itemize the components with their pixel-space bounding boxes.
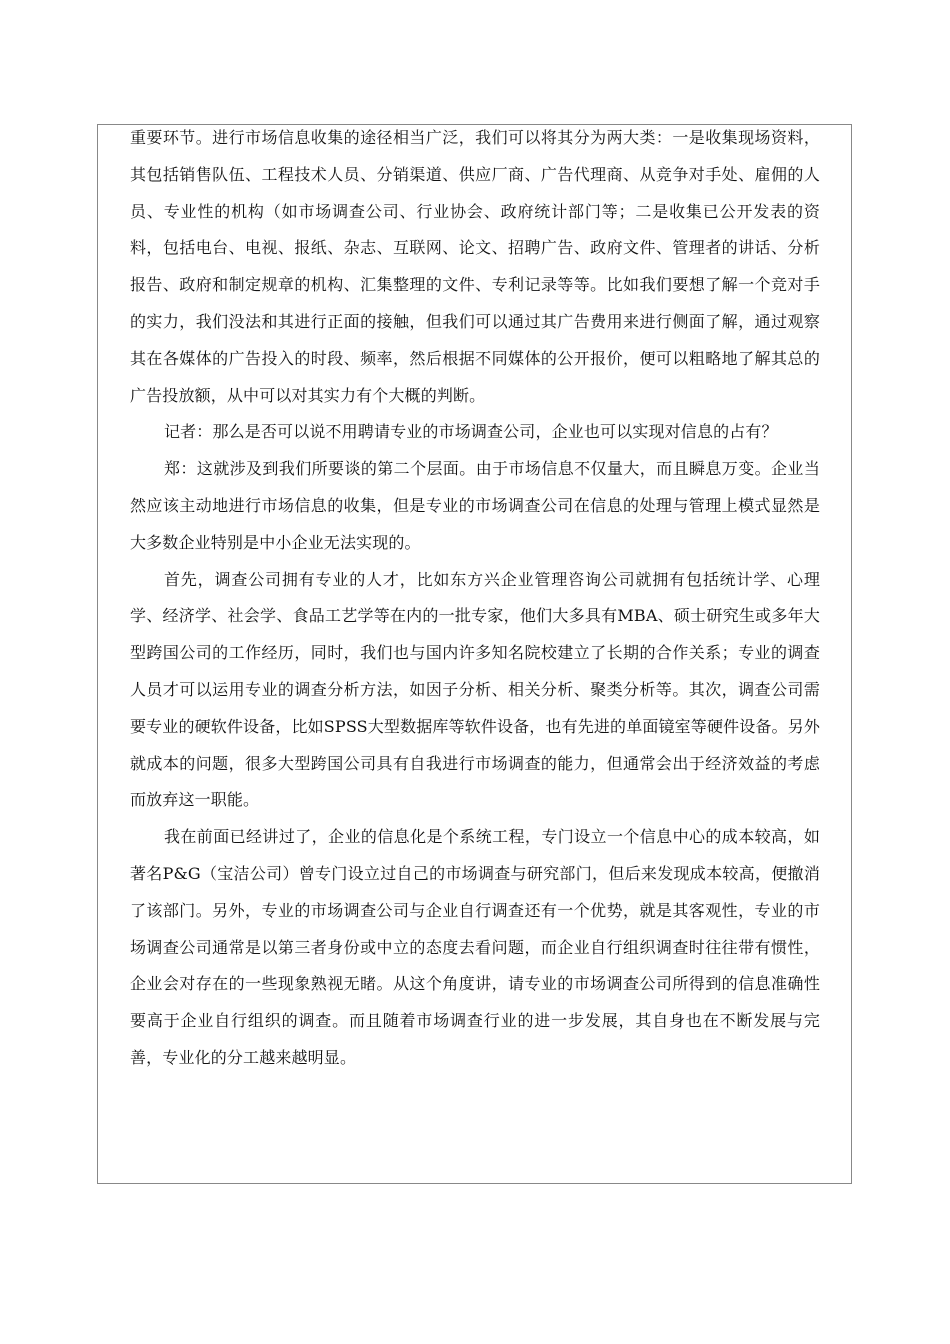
paragraph-4: 首先，调查公司拥有专业的人才，比如东方兴企业管理咨询公司就拥有包括统计学、心理学、经济学、社会学、食品工艺学等在内的一批专家，他们大多具有MBA、硕士研究生或多年大型跨国公司的工作经历，同时，我们也与国内许多知名院校建立了长期的合作关系；专业的调查人员才可以运用专业的调查分析方法，如因子分析、相关分析、聚类分析等。其次，调查公司需要专业的硬软件设备，比如SPSS大型数据库等软件设备，也有先进的单面镜室等硬件设备。另外就成本的问题，很多大型跨国公司具有自我进行市场调查的能力，但通常会出于经济效益的考虑而放弃这一职能。 xyxy=(130,569,820,810)
paragraph-2: 记者：那么是否可以说不用聘请专业的市场调查公司，企业也可以实现对信息的占有？ xyxy=(164,422,778,442)
paragraph-1: 重要环节。进行市场信息收集的途径相当广泛，我们可以将其分为两大类：一是收集现场资料，其包括销售队伍、工程技术人员、分销渠道、供应厂商、广告代理商、从竞争对手处、雇佣的人员、专业性的机构（如市场调查公司、行业协会、政府统计部门等；二是收集已公开发表的资料，包括电台、电视、报纸、杂志、互联网、论文、招聘广告、政府文件、管理者的讲话、分析报告、政府和制定规章的机构、汇集整理的文件、专利记录等等。比如我们要想了解一个竞对手的实力，我们没法和其进行正面的接触，但我们可以通过其广告费用来进行侧面了解，通过观察其在各媒体的广告投入的时段、频率，然后根据不同媒体的公开报价，便可以粗略地了解其总的广告投放额，从中可以对其实力有个大概的判断。 xyxy=(130,128,820,405)
paragraph-3: 郑：这就涉及到我们所要谈的第二个层面。由于市场信息不仅量大，而且瞬息万变。企业当然应该主动地进行市场信息的收集，但是专业的市场调查公司在信息的处理与管理上模式显然是大多数企业特别是中小企业无法实现的。 xyxy=(130,459,820,552)
document-body xyxy=(130,120,820,1077)
paragraph-5: 我在前面已经讲过了，企业的信息化是个系统工程，专门设立一个信息中心的成本较高，如著名P&G（宝洁公司）曾专门设立过自己的市场调查与研究部门，但后来发现成本较高，便撤消了该部门。另外，专业的市场调查公司与企业自行调查还有一个优势，就是其客观性，专业的市场调查公司通常是以第三者身份或中立的态度去看问题，而企业自行组织调查时往往带有惯性，企业会对存在的一些现象熟视无睹。从这个角度讲，请专业的市场调查公司所得到的信息准确性要高于企业自行组织的调查。而且随着市场调查行业的进一步发展，其自身也在不断发展与完善，专业化的分工越来越明显。 xyxy=(130,827,820,1067)
